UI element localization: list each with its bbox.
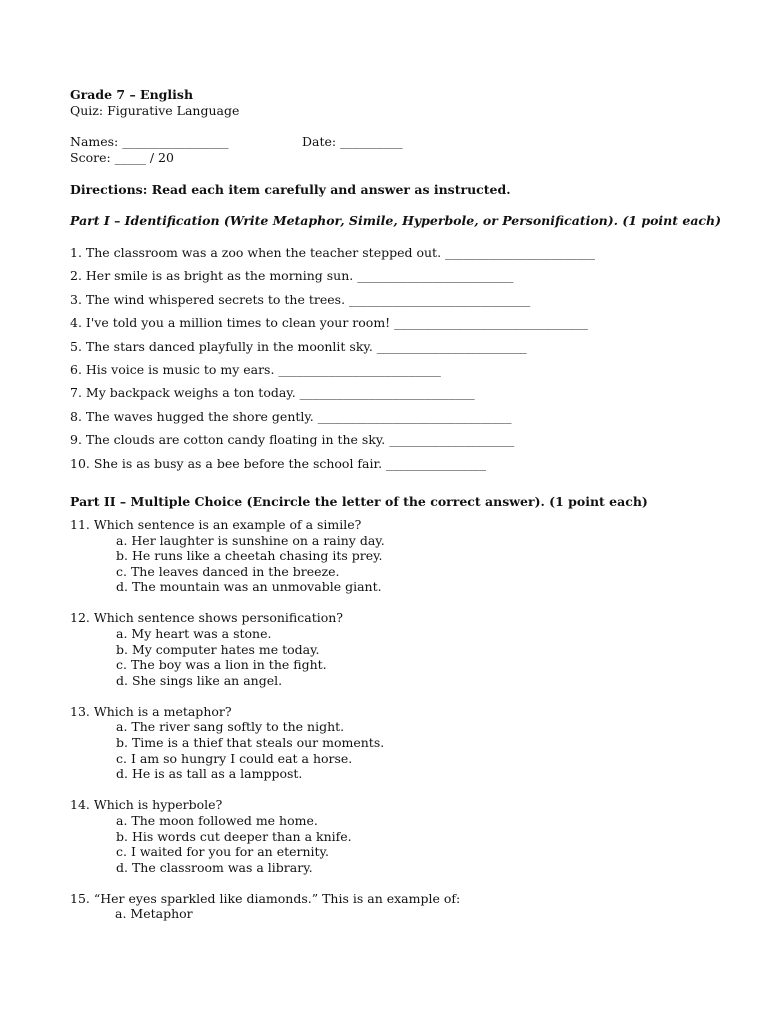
answer-option[interactable]: c. I waited for you for an eternity. [116, 844, 329, 860]
answer-option[interactable]: d. She sings like an angel. [116, 672, 283, 688]
question-text: 11. Which sentence is an example of a simile? [70, 516, 362, 532]
list-item[interactable]: 1. The classroom was a zoo when the teacher stepped out. ________________________ [70, 245, 596, 260]
list-item[interactable]: 2. Her smile is as bright as the morning sun. _________________________ [70, 268, 514, 284]
answer-option[interactable]: d. The classroom was a library. [116, 859, 313, 875]
part2-questions [70, 517, 710, 922]
part1-heading: Part I – Identification (Write Metaphor, Simile, Hyperbole, or Personification). (1 point each) [70, 213, 722, 228]
date-field[interactable]: Date: __________ [302, 134, 403, 149]
names-date-row [70, 134, 710, 150]
question-text: 14. Which is hyperbole? [70, 797, 223, 813]
answer-option[interactable]: a. The moon followed me home. [116, 812, 318, 828]
mc-question-13 [70, 704, 710, 782]
answer-option[interactable]: c. I am so hungry I could eat a horse. [116, 750, 353, 766]
list-item[interactable]: 9. The clouds are cotton candy floating in the sky. ____________________ [70, 432, 515, 448]
part1-items [70, 245, 710, 479]
answer-option[interactable]: a. Her laughter is sunshine on a rainy day. [116, 532, 385, 548]
answer-option[interactable]: c. The boy was a lion in the fight. [116, 657, 327, 673]
quiz-title: Grade 7 – English [70, 87, 194, 102]
quiz-subtitle: Quiz: Figurative Language [70, 103, 240, 118]
names-field[interactable]: Names: _________________ [70, 134, 229, 149]
answer-option[interactable]: d. The mountain was an unmovable giant. [116, 579, 382, 595]
list-item[interactable]: 8. The waves hugged the shore gently. _______________________________ [70, 408, 512, 424]
answer-option[interactable]: b. His words cut deeper than a knife. [116, 828, 352, 844]
list-item[interactable]: 5. The stars danced playfully in the moonlit sky. ________________________ [70, 338, 527, 354]
quiz-page [70, 87, 722, 937]
answer-option[interactable]: a. Metaphor [115, 906, 193, 922]
score-field[interactable]: Score: _____ / 20 [70, 150, 174, 165]
answer-option[interactable]: b. My computer hates me today. [116, 641, 320, 657]
directions: Directions: Read each item carefully and answer as instructed. [70, 182, 511, 197]
question-text: 13. Which is a metaphor? [70, 703, 232, 719]
mc-question-11 [70, 517, 710, 595]
answer-option[interactable]: a. The river sang softly to the night. [116, 719, 345, 735]
list-item[interactable]: 4. I've told you a million times to clean your room! _______________________________ [70, 315, 588, 331]
list-item[interactable]: 6. His voice is music to my ears. __________________________ [70, 361, 441, 377]
mc-question-12 [70, 610, 710, 688]
answer-option[interactable]: b. Time is a thief that steals our moments. [116, 735, 385, 751]
list-item[interactable]: 7. My backpack weighs a ton today. ____________________________ [70, 385, 475, 401]
list-item[interactable]: 3. The wind whispered secrets to the trees. _____________________________ [70, 291, 531, 307]
part2-heading: Part II – Multiple Choice (Encircle the letter of the correct answer). (1 point each) [70, 493, 648, 509]
question-text: 15. “Her eyes sparkled like diamonds.” This is an example of: [70, 890, 461, 906]
mc-question-15 [70, 891, 710, 922]
answer-option[interactable]: d. He is as tall as a lamppost. [116, 766, 303, 782]
question-text: 12. Which sentence shows personification? [70, 610, 344, 626]
answer-option[interactable]: b. He runs like a cheetah chasing its prey. [116, 548, 383, 564]
list-item[interactable]: 10. She is as busy as a bee before the school fair. ________________ [70, 455, 487, 471]
answer-option[interactable]: a. My heart was a stone. [116, 625, 272, 641]
answer-option[interactable]: c. The leaves danced in the breeze. [116, 563, 340, 579]
mc-question-14 [70, 797, 710, 875]
